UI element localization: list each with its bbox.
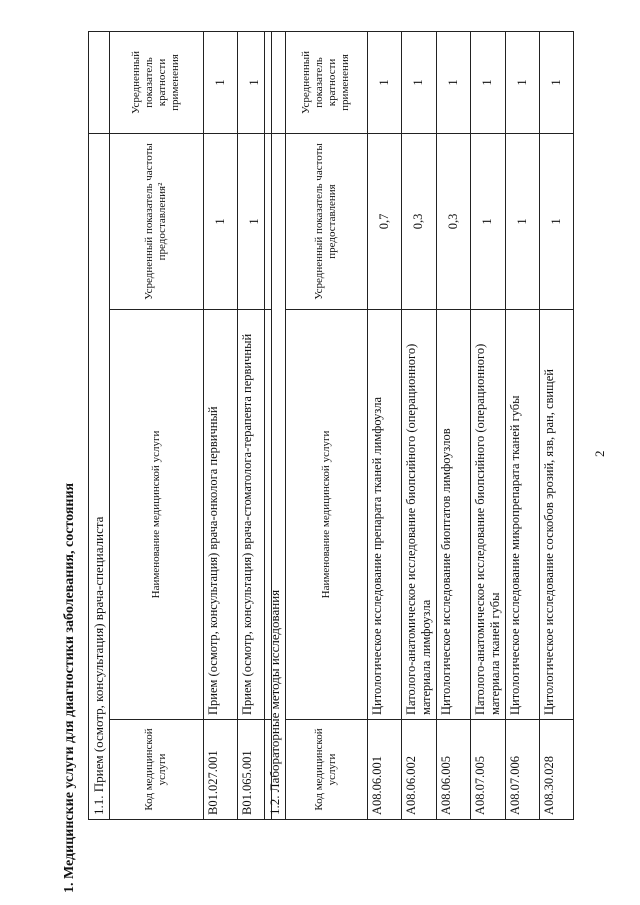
service-code: B01.065.001 <box>237 720 271 820</box>
section-heading: 1. Медицинские услуги для диагностики заболевания, состояния <box>62 482 77 893</box>
consultations-table <box>88 31 272 820</box>
table-header-row <box>109 32 203 820</box>
service-frequency: 1 <box>203 134 237 310</box>
service-multiplicity: 1 <box>237 32 271 134</box>
header-multiplicity: Усредненный показатель кратности применения <box>109 32 203 134</box>
table-row <box>436 31 470 819</box>
header-code: Код медицинской услуги <box>109 720 203 820</box>
service-code: A08.06.005 <box>436 720 470 820</box>
service-code: A08.07.006 <box>505 720 539 820</box>
table-subtitle-row <box>265 31 286 819</box>
service-frequency: 1 <box>539 133 573 309</box>
table-row <box>539 31 573 819</box>
service-frequency: 1 <box>237 134 271 310</box>
service-frequency: 0,7 <box>367 133 401 309</box>
service-name: Цитологическое исследование биоптатов лимфоузлов <box>436 310 470 720</box>
service-name: Прием (осмотр, консультация) врача-стоматолога-терапевта первичный <box>237 310 271 720</box>
service-code: B01.027.001 <box>203 720 237 820</box>
table-row <box>367 31 401 819</box>
service-multiplicity: 1 <box>505 31 539 133</box>
service-name: Цитологическое исследование препарата тканей лимфоузла <box>367 310 401 720</box>
header-name: Наименование медицинской услуги <box>109 310 203 720</box>
service-name: Цитологическое исследование микропрепарата тканей губы <box>505 310 539 720</box>
service-name: Прием (осмотр, консультация) врача-онколога первичный <box>203 310 237 720</box>
table-row <box>505 31 539 819</box>
table-row <box>203 32 237 820</box>
service-multiplicity: 1 <box>367 31 401 133</box>
service-code: A08.06.001 <box>367 720 401 820</box>
service-frequency: 1 <box>470 133 505 309</box>
service-multiplicity: 1 <box>470 31 505 133</box>
table-subtitle: 1.2. Лабораторные методы исследования <box>265 133 286 819</box>
page-number: 2 <box>592 450 607 457</box>
table-row <box>401 31 436 819</box>
service-frequency: 1 <box>505 133 539 309</box>
service-code: A08.07.005 <box>470 720 505 820</box>
service-code: A08.30.028 <box>539 720 573 820</box>
service-name: Цитологическое исследование соскобов эрозий, язв, ран, свищей <box>539 310 573 720</box>
service-code: A08.06.002 <box>401 720 436 820</box>
service-frequency: 0,3 <box>436 133 470 309</box>
service-multiplicity: 1 <box>401 31 436 133</box>
service-multiplicity: 1 <box>539 31 573 133</box>
table-row <box>470 31 505 819</box>
service-frequency: 0,3 <box>401 133 436 309</box>
service-name: Патолого-анатомическое исследование биопсийного (операционного) материала лимфоузла <box>401 310 436 720</box>
table-subtitle: 1.1. Прием (осмотр, консультация) врача-специалиста <box>89 134 110 820</box>
header-name: Наименование медицинской услуги <box>285 310 367 720</box>
header-code: Код медицинской услуги <box>285 720 367 820</box>
service-multiplicity: 1 <box>436 31 470 133</box>
table-header-row <box>285 31 367 819</box>
header-frequency: Усредненный показатель частоты предоставления <box>285 133 367 309</box>
service-multiplicity: 1 <box>203 32 237 134</box>
service-name: Патолого-анатомическое исследование биопсийного (операционного) материала тканей губы <box>470 310 505 720</box>
table-subtitle-row <box>89 32 110 820</box>
lab-methods-table <box>264 31 574 820</box>
header-multiplicity: Усредненный показатель кратности применения <box>285 31 367 133</box>
header-frequency: Усредненный показатель частоты предоставления² <box>109 134 203 310</box>
